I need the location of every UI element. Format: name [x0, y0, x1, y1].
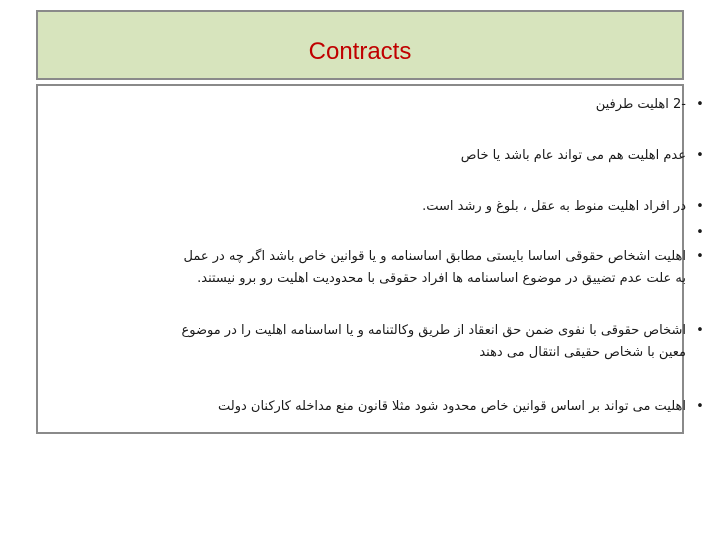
bullet-text: اشخاص حقوقی با نفوی ضمن حق انعقاد از طریق وکالتنامه و یا اساسنامه اهلیت را در موضوع — [181, 323, 686, 338]
bullet-item — [40, 94, 704, 116]
bullet-text: اهلیت می تواند بر اساس قوانین خاص محدود شود مثلا قانون منع مداخله کارکنان دولت — [217, 399, 686, 414]
bullet-item — [40, 196, 704, 218]
bullet-item — [40, 145, 704, 167]
bullet-item — [40, 396, 704, 418]
slide-title: Contracts — [308, 38, 412, 65]
bullet-dot: • — [696, 323, 704, 338]
bullet-item — [40, 246, 704, 290]
bullet-text: اهلیت اشخاص حقوقی اساسا بایستی مطابق اساسنامه و یا قوانین خاص باشد اگر چه در عمل — [183, 249, 686, 264]
bullet-dot: • — [696, 225, 704, 240]
bullet-dot: • — [696, 249, 704, 264]
bullet-dot: • — [696, 97, 704, 112]
bullet-item — [40, 320, 704, 364]
bullet-dot: • — [696, 399, 704, 414]
bullet-text: -2 اهلیت طرفین — [595, 97, 686, 112]
bullet-text: معین با شخاص حقیقی انتقال می دهند — [479, 345, 686, 360]
bullet-text: در افراد اهلیت منوط به عقل ، بلوغ و رشد است. — [422, 199, 686, 214]
bullet-dot: • — [696, 199, 704, 214]
bullet-text: عدم اهلیت هم می تواند عام باشد یا خاص — [460, 148, 686, 163]
bullet-text: به علت عدم تضییق در موضوع اساسنامه ها افراد حقوقی با محدودیت اهلیت رو برو نیستند. — [197, 271, 686, 286]
title-band — [36, 10, 684, 80]
bullet-dot: • — [696, 148, 704, 163]
